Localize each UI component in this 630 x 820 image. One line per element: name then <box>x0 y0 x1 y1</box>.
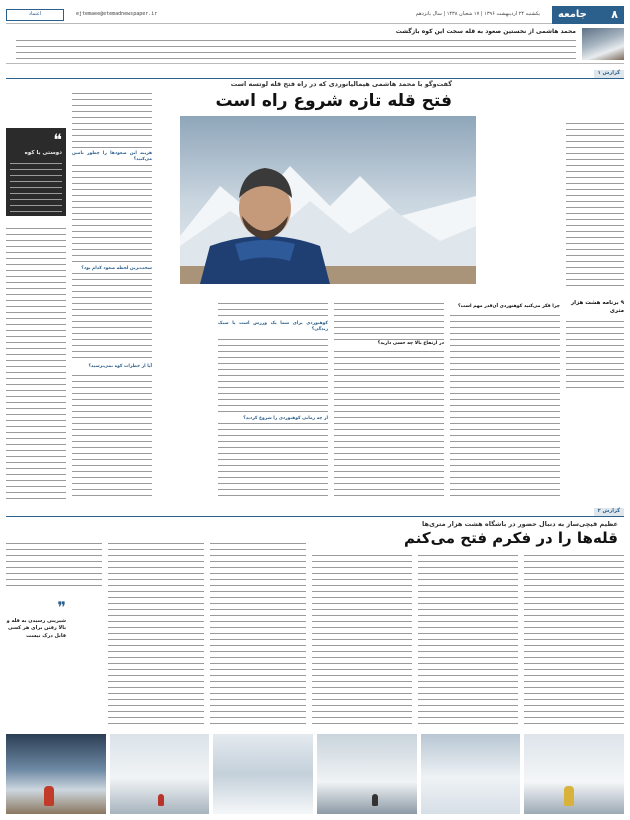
lower-column-5 <box>108 540 204 728</box>
lower-column-3 <box>312 552 412 728</box>
lower-quote-box <box>6 600 66 710</box>
section-email: ejtemaee@etemadnewspaper.ir <box>76 11 158 17</box>
page-header <box>6 6 624 24</box>
profile-text <box>566 318 624 388</box>
section-name: جامعه <box>558 8 587 20</box>
upper-kicker: گفت‌و‌گو با محمد هاشمی هیمالیانوردی که در راه فتح قله لوتسه است <box>230 80 452 88</box>
upper-column-6 <box>566 120 624 290</box>
upper-column-4 <box>72 90 152 500</box>
newspaper-logo: اعتماد <box>6 9 64 21</box>
upper-subhead-5: هزینه این صعودها را چطور تامین می‌کنید؟ <box>72 150 152 165</box>
lower-kicker: عظیم قیچی‌ساز به دنبال حضور در باشگاه هشت هزار متری‌ها <box>422 520 618 528</box>
glacier-climber-photo <box>110 734 210 814</box>
upper-subhead-4: از چه زمانی کوهنوردی را شروع کردید؟ <box>218 415 328 423</box>
dark-box-title: دوستی با کوه <box>24 150 62 156</box>
climber-portrait-photo <box>180 116 476 284</box>
ice-wall-photo <box>213 734 313 814</box>
upper-column-5 <box>6 225 66 500</box>
climber-figure <box>564 786 574 806</box>
expedition-photo-strip <box>6 734 624 814</box>
climber-profile-box <box>566 300 624 392</box>
lower-column-2 <box>418 552 518 728</box>
page-number: ۸ <box>611 8 618 22</box>
quote-icon: ❞ <box>57 598 66 617</box>
portrait-illustration <box>180 116 476 284</box>
upper-headline: فتح قله تازه شروع راه است <box>215 91 452 111</box>
report-label-1: گزارش ۱ <box>594 70 624 78</box>
section-rule-2 <box>6 516 624 517</box>
upper-column-1 <box>450 300 560 500</box>
sidebar-dark-box <box>6 128 66 216</box>
climber-portrait-photo-2 <box>6 734 106 814</box>
lower-column-1 <box>524 552 624 728</box>
upper-subhead-2: در ارتفاع بالا چه حسی دارید؟ <box>334 340 444 349</box>
issue-info: یکشنبه ۲۴ اردیبهشت ۱۳۹۶ | ۱۷ شعبان ۱۴۳۸ | سال پانزدهم <box>415 11 540 17</box>
lower-column-6 <box>6 540 102 590</box>
mountain-ridge-photo <box>421 734 521 814</box>
upper-subhead-3: کوهنوردی برای شما یک ورزش است یا سبک زندگی؟ <box>218 320 328 335</box>
lower-column-4 <box>210 540 306 728</box>
upper-subhead-6: سخت‌ترین لحظه صعود کدام بود؟ <box>72 265 152 273</box>
climber-figure <box>372 794 378 806</box>
profile-title: ۹ برنامه هشت هزار متری <box>571 300 624 314</box>
teaser-title: محمد هاشمی از نخستین صعود به قله سخت این کوه بازگشت <box>395 28 576 35</box>
teaser-body <box>16 37 576 61</box>
summit-climber-photo <box>524 734 624 814</box>
climber-figure <box>158 794 164 806</box>
lower-quote-text: شیرینی رسیدن به قله و بالا رفتن برای هر کسی قابل درک نیست <box>6 618 66 639</box>
upper-subhead-1: چرا فکر می‌کنید کوهنوردی آن‌قدر مهم است؟ <box>450 303 560 312</box>
snow-slope-photo <box>317 734 417 814</box>
teaser-photo <box>582 28 624 60</box>
section-tab <box>552 6 624 24</box>
upper-subhead-7: آیا از خطرات کوه نمی‌ترسید؟ <box>72 363 152 371</box>
teaser-block <box>6 28 624 64</box>
lower-headline: قله‌ها را در فکرم فتح می‌کنم <box>404 529 618 547</box>
quote-icon: ❝ <box>53 130 62 149</box>
climber-figure <box>44 786 54 806</box>
section-rule <box>6 78 624 79</box>
dark-box-text <box>10 160 62 212</box>
report-label-2: گزارش ۲ <box>594 508 624 516</box>
upper-column-2 <box>334 300 444 500</box>
upper-column-3 <box>218 300 328 500</box>
